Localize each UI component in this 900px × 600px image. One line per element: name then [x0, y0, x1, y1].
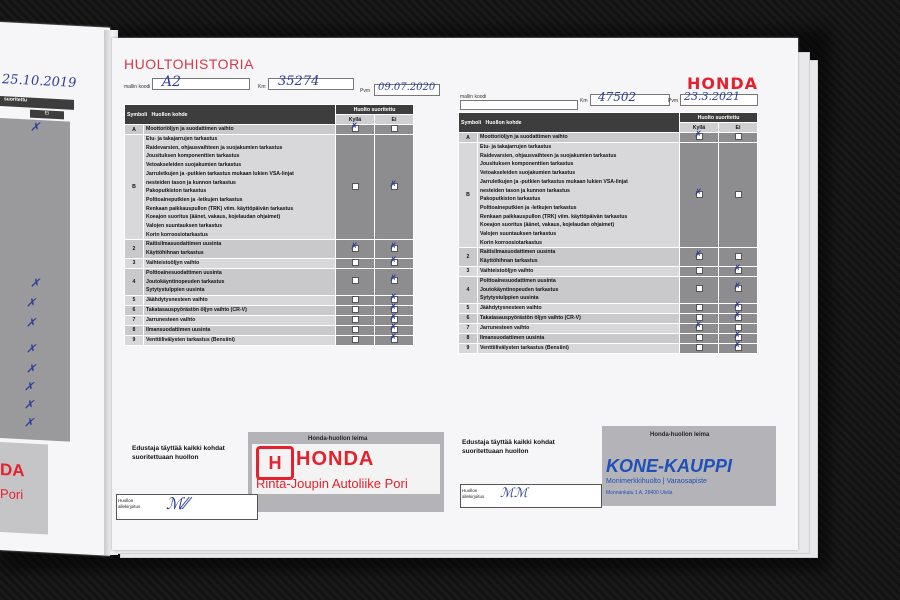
service-table-2	[458, 112, 758, 354]
no-checkbox-cell[interactable]	[375, 258, 414, 268]
yes-checkbox-cell[interactable]	[680, 333, 719, 343]
yes-checkbox-2[interactable]	[696, 344, 703, 351]
page-title: HUOLTOHISTORIA	[124, 56, 254, 72]
item-description: Jarrunesteen vaihto	[144, 315, 336, 325]
yes-checkbox[interactable]	[352, 259, 359, 266]
yes-checkbox-cell[interactable]	[680, 133, 719, 143]
item-description: Raitisilmasuodattimen uusinta Käyttöhihnan tarkastus	[478, 248, 680, 266]
table-row	[459, 276, 758, 303]
left-stamp-text: DA	[0, 460, 25, 481]
left-check-mark: ✗	[24, 379, 35, 394]
yes-checkbox[interactable]	[352, 245, 359, 252]
item-symbol: 2	[459, 248, 478, 266]
item-symbol: A	[125, 125, 144, 135]
model-code-label-2: mallin koodi	[460, 94, 487, 100]
model-code-field-2	[460, 100, 578, 110]
yes-checkbox[interactable]	[352, 125, 359, 132]
no-checkbox[interactable]	[391, 259, 398, 266]
no-checkbox[interactable]	[391, 125, 398, 132]
no-checkbox-2[interactable]	[735, 133, 742, 140]
item-description: Jäähdytysnesteen vaihto	[478, 303, 680, 313]
yes-checkbox[interactable]	[352, 183, 359, 190]
item-symbol: B	[459, 143, 478, 248]
dealer-address-2: Monnankatu 1 A, 28400 Ulvila	[606, 490, 673, 496]
stamp-label-2: Honda-huollon leima	[650, 432, 710, 438]
honda-logo: HONDA	[686, 74, 758, 93]
dealer-stamp-ink-1	[252, 444, 440, 494]
table-row	[459, 303, 758, 313]
no-checkbox-cell[interactable]	[375, 335, 414, 345]
item-description: Jäähdytysnesteen vaihto	[144, 295, 336, 305]
km-label: Km	[258, 84, 266, 90]
no-checkbox[interactable]	[391, 183, 398, 190]
km-label-2: Km	[580, 98, 588, 104]
km-value: 35274	[278, 74, 320, 89]
table-row	[459, 143, 758, 248]
footer-note-1: Edustaja täyttää kaikki kohdat suoritettuaan huollon	[132, 445, 225, 461]
item-symbol: 6	[125, 305, 144, 315]
dealer-sub-2: Monimerkkihuolto | Varaosapiste	[606, 478, 707, 485]
yes-checkbox-2[interactable]	[696, 267, 703, 274]
signature-1: ℳ⁄⁄	[166, 494, 189, 513]
yes-checkbox[interactable]	[352, 316, 359, 323]
left-date-handwritten: 25.10.2019	[2, 72, 77, 92]
yes-checkbox-cell[interactable]	[680, 248, 719, 266]
yes-checkbox[interactable]	[352, 306, 359, 313]
date-value: 09.07.2020	[378, 82, 436, 93]
date-value-2: 23.3.2021	[684, 90, 740, 103]
table-row	[125, 268, 414, 295]
yes-checkbox-cell[interactable]	[336, 135, 375, 240]
yes-checkbox-2[interactable]	[696, 191, 703, 198]
item-symbol: 8	[459, 333, 478, 343]
item-description: Polttoainesuodattimen uusinta Joutokäyntinopeuden tarkastus Sytytystulppien uusinta	[144, 268, 336, 295]
yes-checkbox[interactable]	[352, 296, 359, 303]
left-stamp-sub: Pori	[0, 486, 24, 503]
symbol-header: Symboli	[127, 111, 148, 118]
item-description: Etu- ja takajarrujen tarkastus Raidevarsien, ohjausvaihteen ja suojakumien tarkastus Jousituksen komponenttien tarkastus Vetoakseleiden suojakumien tarkastus Jarruletkujen ja -putkien tarkastus mukaan lukien VSA-linjat nesteiden tason ja kunnon tarkastus Pakoputkiston tarkastus Polttoaineputkien ja -letkujen tarkastus Renkaan paikkauspullon (TRK) viim. käyttöpäivän tarkastus Koeajon suoritus (äänet, vakaus, kojelaudan ohjaimet) Valojen suuntauksen tarkastus Korin korroosiotarkastus	[144, 135, 336, 240]
item-description: Takatasauspyörästön öljyn vaihto (CR-V)	[478, 313, 680, 323]
item-description: Venttiilivälysten tarkastus (Bensiini)	[478, 343, 680, 353]
yes-checkbox-2[interactable]	[696, 304, 703, 311]
model-code-label: mallin koodi	[124, 84, 151, 90]
no-checkbox[interactable]	[391, 245, 398, 252]
no-checkbox-2[interactable]	[735, 314, 742, 321]
yes-header-2: Kyllä	[680, 123, 719, 133]
table-row	[459, 323, 758, 333]
yes-checkbox-2[interactable]	[696, 133, 703, 140]
item-description: Etu- ja takajarrujen tarkastus Raidevarsien, ohjausvaihteen ja suojakumien tarkastus Jousituksen komponenttien tarkastus Vetoakseleiden suojakumien tarkastus Jarruletkujen ja -putkien tarkastus mukaan lukien VSA-linjat nesteiden tason ja kunnon tarkastus Pakoputkiston tarkastus Polttoaineputkien ja -letkujen tarkastus Renkaan paikkauspullon (TRK) viim. käyttöpäivän tarkastus Koeajon suoritus (äänet, vakaus, kojelaudan ohjaimet) Valojen suuntauksen tarkastus Korin korroosiotarkastus	[478, 143, 680, 248]
yes-checkbox-cell[interactable]	[336, 268, 375, 295]
left-check-mark: ✗	[26, 341, 37, 356]
table-header-item	[125, 105, 336, 125]
table-row	[125, 295, 414, 305]
item-symbol: 8	[125, 325, 144, 335]
service-table-1	[124, 104, 414, 346]
no-checkbox-cell[interactable]	[719, 143, 758, 248]
item-symbol: 6	[459, 313, 478, 323]
dealer-sub-1: Rinta-Joupin Autoliike Pori	[256, 476, 408, 491]
table-row	[125, 125, 414, 135]
yes-checkbox-cell[interactable]	[680, 276, 719, 303]
item-symbol: 7	[459, 323, 478, 333]
table-row	[125, 240, 414, 258]
left-check-mark: ✗	[30, 119, 41, 135]
table-row	[125, 305, 414, 315]
left-col-ei: Ei	[30, 110, 64, 120]
left-check-mark: ✗	[26, 315, 37, 330]
model-code-value: A2	[162, 74, 182, 90]
stamp-label-1: Honda-huollon leima	[308, 436, 368, 442]
yes-checkbox-2[interactable]	[696, 324, 703, 331]
no-checkbox-cell[interactable]	[719, 313, 758, 323]
item-symbol: 5	[459, 303, 478, 313]
item-description: Moottoriöljyn ja suodattimen vaihto	[478, 133, 680, 143]
dealer-name-2: KONE-KAUPPI	[606, 456, 733, 476]
no-checkbox-2[interactable]	[735, 191, 742, 198]
no-checkbox-cell[interactable]	[375, 135, 414, 240]
left-check-mark: ✗	[26, 295, 37, 310]
table-row	[459, 333, 758, 343]
item-description: Vaihteistoöljyn vaihto	[144, 258, 336, 268]
dealer-stamp-2	[602, 426, 776, 506]
yes-checkbox[interactable]	[352, 277, 359, 284]
item-header-2: Huollon kohde	[485, 119, 522, 126]
no-header-2: Ei	[719, 123, 758, 133]
signature-label-1: Huollon allekirjoitus	[118, 498, 141, 509]
item-description: Moottoriöljyn ja suodattimen vaihto	[144, 125, 336, 135]
yes-checkbox-cell[interactable]	[336, 325, 375, 335]
left-check-mark: ✗	[26, 361, 37, 376]
no-checkbox-cell[interactable]	[375, 125, 414, 135]
item-symbol: 9	[125, 335, 144, 345]
table-row	[459, 313, 758, 323]
no-header: Ei	[375, 115, 414, 125]
honda-h-icon: H	[256, 446, 294, 480]
table-header-item-2	[459, 113, 680, 133]
signature-label-2: Huollon allekirjoitus	[462, 488, 485, 499]
item-symbol: 2	[125, 240, 144, 258]
footer-note-2: Edustaja täyttää kaikki kohdat suoritettuaan huollon	[462, 439, 555, 455]
symbol-header-2: Symboli	[461, 119, 482, 126]
yes-checkbox-cell[interactable]	[336, 335, 375, 345]
table-row	[125, 325, 414, 335]
item-description: Polttoainesuodattimen uusinta Joutokäyntinopeuden tarkastus Sytytystulppien uusinta	[478, 276, 680, 303]
no-checkbox-cell[interactable]	[719, 266, 758, 276]
no-checkbox-cell[interactable]	[719, 133, 758, 143]
no-checkbox-2[interactable]	[735, 253, 742, 260]
left-stamp	[0, 442, 48, 535]
no-checkbox-cell[interactable]	[719, 343, 758, 353]
yes-checkbox[interactable]	[352, 336, 359, 343]
item-symbol: 9	[459, 343, 478, 353]
left-page	[0, 22, 110, 556]
left-check-mark: ✗	[24, 415, 35, 430]
yes-checkbox-2[interactable]	[696, 285, 703, 292]
dealer-stamp-1	[248, 432, 444, 512]
signature-2: ℳℳ	[500, 486, 528, 501]
item-symbol: 7	[125, 315, 144, 325]
no-checkbox-2[interactable]	[735, 285, 742, 292]
item-symbol: A	[459, 133, 478, 143]
item-symbol: 4	[459, 276, 478, 303]
yes-checkbox-cell[interactable]	[680, 266, 719, 276]
table-row	[459, 266, 758, 276]
no-checkbox-2[interactable]	[735, 344, 742, 351]
table-row	[459, 133, 758, 143]
item-symbol: B	[125, 135, 144, 240]
yes-checkbox-cell[interactable]	[336, 240, 375, 258]
left-check-mark: ✗	[24, 397, 35, 412]
right-page	[112, 38, 798, 550]
item-description: Takatasauspyörästön öljyn vaihto (CR-V)	[144, 305, 336, 315]
item-description: Ilmansuodattimen uusinta	[478, 333, 680, 343]
yes-checkbox-cell[interactable]	[336, 315, 375, 325]
km-value-2: 47502	[598, 90, 637, 104]
yes-header: Kyllä	[336, 115, 375, 125]
yes-checkbox-cell[interactable]	[336, 258, 375, 268]
item-symbol: 3	[459, 266, 478, 276]
item-symbol: 3	[125, 258, 144, 268]
item-description: Jarrunesteen vaihto	[478, 323, 680, 333]
table-row	[459, 343, 758, 353]
no-checkbox-2[interactable]	[735, 267, 742, 274]
table-row	[125, 315, 414, 325]
table-row	[125, 258, 414, 268]
yes-checkbox[interactable]	[352, 326, 359, 333]
item-symbol: 4	[125, 268, 144, 295]
table-row	[459, 248, 758, 266]
yes-checkbox-cell[interactable]	[336, 125, 375, 135]
item-description: Ilmansuodattimen uusinta	[144, 325, 336, 335]
table-row	[125, 135, 414, 240]
date-label-2: Pvm	[668, 98, 678, 104]
dealer-name-1: HONDA	[296, 448, 375, 470]
yes-checkbox-cell[interactable]	[680, 323, 719, 333]
performed-header-2: Huolto suoritettu	[680, 113, 758, 123]
left-header: suoritettu	[0, 96, 74, 110]
item-header: Huollon kohde	[151, 111, 188, 118]
yes-checkbox-2[interactable]	[696, 253, 703, 260]
yes-checkbox-2[interactable]	[696, 334, 703, 341]
item-description: Venttiilivälysten tarkastus (Bensiini)	[144, 335, 336, 345]
no-checkbox[interactable]	[391, 277, 398, 284]
date-label: Pvm	[360, 88, 370, 94]
no-checkbox[interactable]	[391, 336, 398, 343]
yes-checkbox-cell[interactable]	[336, 305, 375, 315]
yes-checkbox-cell[interactable]	[680, 143, 719, 248]
item-description: Raitisilmasuodattimen uusinta Käyttöhihnan tarkastus	[144, 240, 336, 258]
yes-checkbox-cell[interactable]	[336, 295, 375, 305]
table-row	[125, 335, 414, 345]
left-check-mark: ✗	[30, 275, 41, 291]
yes-checkbox-cell[interactable]	[680, 343, 719, 353]
yes-checkbox-cell[interactable]	[680, 303, 719, 313]
performed-header: Huolto suoritettu	[336, 105, 414, 115]
item-description: Vaihteistoöljyn vaihto	[478, 266, 680, 276]
item-symbol: 5	[125, 295, 144, 305]
